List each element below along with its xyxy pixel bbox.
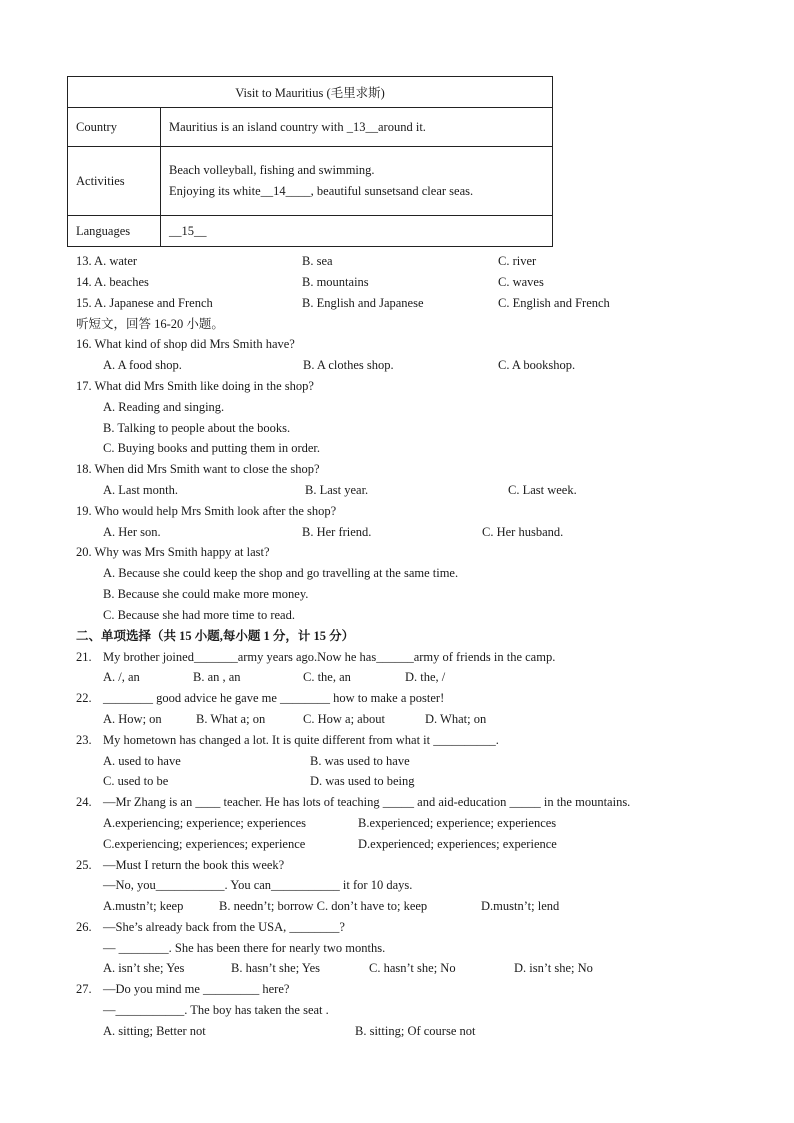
question-text: D. the, / xyxy=(405,670,446,684)
row-content-line: Enjoying its white__14____, beautiful sunsetsand clear seas. xyxy=(169,184,474,198)
question-text: A. A food shop. xyxy=(103,358,182,372)
question-text: C. Her husband. xyxy=(482,525,564,539)
question-text: —She’s already back from the USA, ________? xyxy=(103,920,345,934)
question-text: —No, you___________. You can___________ it for 10 days. xyxy=(103,878,413,892)
question-text: 18. When did Mrs Smith want to close the shop? xyxy=(76,462,320,476)
question-text: A. Her son. xyxy=(103,525,161,539)
question-text: A. Last month. xyxy=(103,483,178,497)
question-text: C. How a; about xyxy=(303,712,385,726)
question-text: C. Last week. xyxy=(508,483,577,497)
row-label: Activities xyxy=(68,147,161,216)
question-text: —___________. The boy has taken the seat . xyxy=(103,1003,329,1017)
table-title: Visit to Mauritius (毛里求斯) xyxy=(68,77,553,108)
question-text: B. English and Japanese xyxy=(302,296,424,310)
question-text: C. used to be xyxy=(103,774,169,788)
question-text: 27. xyxy=(76,982,92,996)
section-heading: 二、单项选择（共 15 小题,每小题 1 分，计 15 分） xyxy=(76,629,355,643)
question-text: D. was used to being xyxy=(310,774,415,788)
question-text: 15. A. Japanese and French xyxy=(76,296,213,310)
question-text: ________ good advice he gave me ________ how to make a poster! xyxy=(103,691,445,705)
question-text: B. sitting; Of course not xyxy=(355,1024,476,1038)
table-row xyxy=(68,147,553,216)
question-text: B. What a; on xyxy=(196,712,266,726)
question-text: 16. What kind of shop did Mrs Smith have? xyxy=(76,337,295,351)
question-text: C. English and French xyxy=(498,296,610,310)
question-text: C.experiencing; experiences; experience xyxy=(103,837,306,851)
question-text: C. Buying books and putting them in order. xyxy=(103,441,321,455)
question-text: —Mr Zhang is an ____ teacher. He has lots of teaching _____ and aid-education _____ in the mountains. xyxy=(103,795,631,809)
question-text: A.experiencing; experience; experiences xyxy=(103,816,307,830)
row-content: __15__ xyxy=(161,216,553,247)
question-text: 17. What did Mrs Smith like doing in the shop? xyxy=(76,379,314,393)
question-text: B. an , an xyxy=(193,670,241,684)
question-text: A.mustn’t; keep xyxy=(103,899,184,913)
question-text: A. used to have xyxy=(103,754,181,768)
question-text: C. river xyxy=(498,254,537,268)
question-text: 13. A. water xyxy=(76,254,138,268)
question-text: A. sitting; Better not xyxy=(103,1024,206,1038)
question-text: A. isn’t she; Yes xyxy=(103,961,185,975)
question-text: C. Because she had more time to read. xyxy=(103,608,295,622)
question-text: A. How; on xyxy=(103,712,162,726)
question-text: B. sea xyxy=(302,254,333,268)
question-text: C. waves xyxy=(498,275,544,289)
question-text: —Must I return the book this week? xyxy=(103,858,285,872)
question-text: C. hasn’t she; No xyxy=(369,961,456,975)
question-text: A. Because she could keep the shop and go travelling at the same time. xyxy=(103,566,459,580)
question-text: B.experienced; experience; experiences xyxy=(358,816,557,830)
question-text: C. the, an xyxy=(303,670,351,684)
question-text: 25. xyxy=(76,858,92,872)
row-content: Mauritius is an island country with _13__around it. xyxy=(161,108,553,147)
question-text: My hometown has changed a lot. It is quite different from what it __________. xyxy=(103,733,499,747)
question-text: — ________. She has been there for nearly two months. xyxy=(103,941,386,955)
question-text: 19. Who would help Mrs Smith look after the shop? xyxy=(76,504,337,518)
row-label: Languages xyxy=(68,216,161,247)
question-text: 听短文，回答 16-20 小题。 xyxy=(76,317,224,331)
question-text: B. mountains xyxy=(302,275,369,289)
row-content-line: Beach volleyball, fishing and swimming. xyxy=(169,163,375,177)
question-text: B. hasn’t she; Yes xyxy=(231,961,321,975)
question-text: D. isn’t she; No xyxy=(514,961,593,975)
table-row xyxy=(68,216,553,247)
info-table xyxy=(67,76,553,247)
question-text: 14. A. beaches xyxy=(76,275,149,289)
question-text: B. A clothes shop. xyxy=(303,358,394,372)
question-text: B. was used to have xyxy=(310,754,410,768)
question-text: 23. xyxy=(76,733,92,747)
question-text: A. /, an xyxy=(103,670,140,684)
question-text: D.mustn’t; lend xyxy=(481,899,560,913)
question-text: B. Last year. xyxy=(305,483,369,497)
question-text: 20. Why was Mrs Smith happy at last? xyxy=(76,545,270,559)
question-text: B. Because she could make more money. xyxy=(103,587,309,601)
question-text: D. What; on xyxy=(425,712,487,726)
question-text: 24. xyxy=(76,795,92,809)
row-label: Country xyxy=(68,108,161,147)
row-content xyxy=(161,147,553,216)
question-text: B. Her friend. xyxy=(302,525,372,539)
question-text: My brother joined_______army years ago.Now he has______army of friends in the camp. xyxy=(103,650,556,664)
question-text: 22. xyxy=(76,691,92,705)
question-text: C. A bookshop. xyxy=(498,358,576,372)
question-text: —Do you mind me _________ here? xyxy=(103,982,290,996)
question-text: A. Reading and singing. xyxy=(103,400,225,414)
question-text: 21. xyxy=(76,650,92,664)
table-row xyxy=(68,108,553,147)
question-text: D.experienced; experiences; experience xyxy=(358,837,557,851)
question-text: 26. xyxy=(76,920,92,934)
question-text: B. needn’t; borrow C. don’t have to; keep xyxy=(219,899,428,913)
question-text: B. Talking to people about the books. xyxy=(103,421,291,435)
